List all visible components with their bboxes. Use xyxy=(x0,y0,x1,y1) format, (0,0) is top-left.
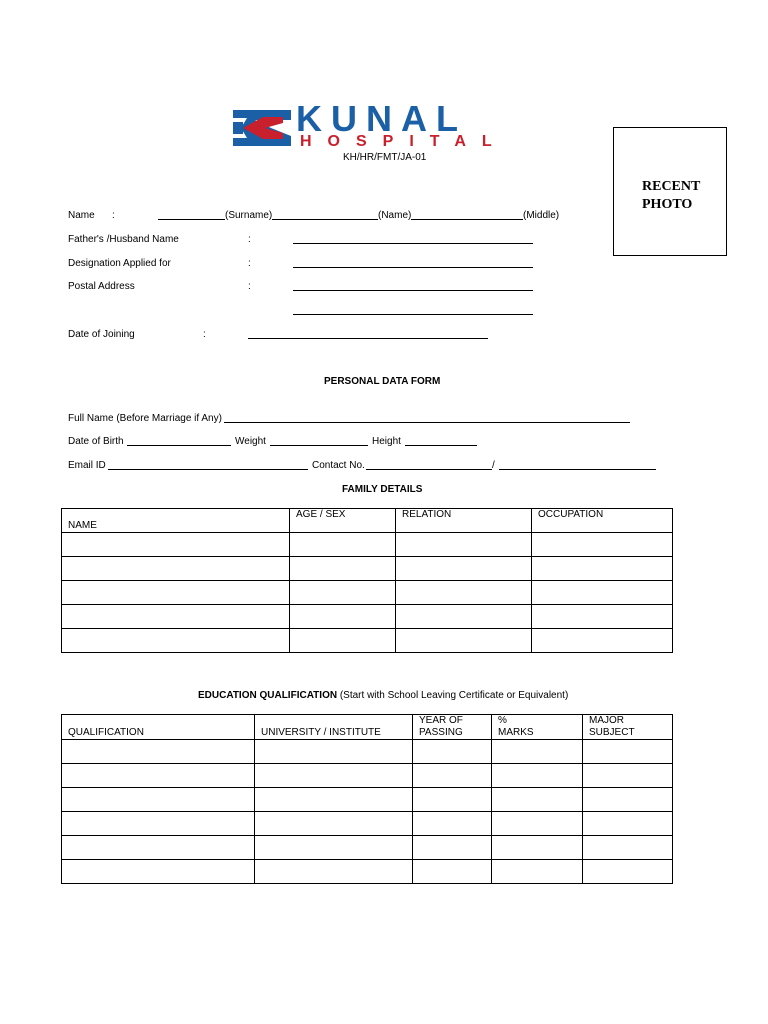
middle-hint: (Middle) xyxy=(523,210,560,221)
postal-address-field-1[interactable] xyxy=(293,290,533,291)
table-cell[interactable] xyxy=(62,629,290,653)
table-cell[interactable] xyxy=(413,764,492,788)
table-cell[interactable] xyxy=(413,740,492,764)
name-label: Name xyxy=(68,210,95,221)
table-cell[interactable] xyxy=(492,860,583,884)
designation-colon: : xyxy=(248,258,251,269)
height-field[interactable] xyxy=(405,445,477,446)
table-cell[interactable] xyxy=(62,557,290,581)
table-cell[interactable] xyxy=(492,740,583,764)
postal-address-label: Postal Address xyxy=(68,281,135,292)
table-cell[interactable] xyxy=(532,629,673,653)
table-cell[interactable] xyxy=(532,581,673,605)
education-subtitle: (Start with School Leaving Certificate or Equivalent) xyxy=(339,690,569,701)
table-cell[interactable] xyxy=(290,533,396,557)
table-cell[interactable] xyxy=(583,860,673,884)
table-cell[interactable] xyxy=(583,740,673,764)
table-cell[interactable] xyxy=(255,764,413,788)
father-name-field[interactable] xyxy=(293,243,533,244)
father-name-label: Father's /Husband Name xyxy=(68,234,179,245)
name-colon: : xyxy=(112,210,115,221)
table-cell[interactable] xyxy=(532,557,673,581)
height-label: Height xyxy=(372,436,401,447)
postal-address-colon: : xyxy=(248,281,251,292)
weight-label: Weight xyxy=(235,436,266,447)
table-row xyxy=(62,836,673,860)
table-row xyxy=(62,581,673,605)
postal-address-field-2[interactable] xyxy=(293,314,533,315)
table-cell[interactable] xyxy=(290,629,396,653)
table-cell[interactable] xyxy=(62,764,255,788)
family-col-relation: RELATION xyxy=(396,509,532,533)
contact-label: Contact No. xyxy=(312,460,365,471)
table-row xyxy=(62,605,673,629)
photo-label: RECENT PHOTO xyxy=(642,179,701,212)
table-row xyxy=(62,860,673,884)
table-cell[interactable] xyxy=(413,788,492,812)
table-cell[interactable] xyxy=(583,836,673,860)
date-of-birth-label: Date of Birth xyxy=(68,436,124,447)
date-of-birth-field[interactable] xyxy=(127,445,231,446)
table-cell[interactable] xyxy=(583,812,673,836)
table-cell[interactable] xyxy=(255,812,413,836)
table-row xyxy=(62,629,673,653)
table-row xyxy=(62,788,673,812)
table-row xyxy=(62,557,673,581)
table-cell[interactable] xyxy=(413,812,492,836)
first-name-field[interactable] xyxy=(272,219,378,220)
table-cell[interactable] xyxy=(492,812,583,836)
table-row xyxy=(62,740,673,764)
table-cell[interactable] xyxy=(532,605,673,629)
education-heading xyxy=(198,690,568,702)
edu-col-marks: % MARKS xyxy=(492,715,583,740)
middle-name-field[interactable] xyxy=(411,219,523,220)
table-cell[interactable] xyxy=(396,581,532,605)
family-col-name: NAME xyxy=(62,509,290,533)
surname-field[interactable] xyxy=(158,219,225,220)
family-details-title: FAMILY DETAILS xyxy=(342,484,423,495)
table-cell[interactable] xyxy=(290,605,396,629)
designation-label: Designation Applied for xyxy=(68,258,171,269)
table-cell[interactable] xyxy=(492,836,583,860)
table-cell[interactable] xyxy=(62,788,255,812)
table-cell[interactable] xyxy=(255,860,413,884)
date-of-joining-colon: : xyxy=(203,329,206,340)
family-col-occupation: OCCUPATION xyxy=(532,509,673,533)
father-name-colon: : xyxy=(248,234,251,245)
table-cell[interactable] xyxy=(290,581,396,605)
weight-field[interactable] xyxy=(270,445,368,446)
edu-col-year: YEAR OF PASSING xyxy=(413,715,492,740)
table-cell[interactable] xyxy=(583,764,673,788)
contact-field-1[interactable] xyxy=(366,469,492,470)
table-cell[interactable] xyxy=(62,812,255,836)
family-col-age-sex: AGE / SEX xyxy=(290,509,396,533)
table-row xyxy=(62,764,673,788)
table-row xyxy=(62,812,673,836)
document-code: KH/HR/FMT/JA-01 xyxy=(343,152,427,163)
table-cell[interactable] xyxy=(255,740,413,764)
contact-separator: / xyxy=(492,460,495,471)
family-details-table xyxy=(61,508,673,653)
table-cell[interactable] xyxy=(290,557,396,581)
name-hint: (Name) xyxy=(378,210,412,221)
education-table xyxy=(61,714,673,884)
table-cell[interactable] xyxy=(255,836,413,860)
edu-col-qualification: QUALIFICATION xyxy=(62,715,255,740)
date-of-joining-label: Date of Joining xyxy=(68,329,135,340)
table-cell[interactable] xyxy=(413,860,492,884)
education-title: EDUCATION QUALIFICATION xyxy=(198,690,338,701)
date-of-joining-field[interactable] xyxy=(248,338,488,339)
table-cell[interactable] xyxy=(492,764,583,788)
table-cell[interactable] xyxy=(583,788,673,812)
table-cell[interactable] xyxy=(396,629,532,653)
email-field[interactable] xyxy=(108,469,308,470)
table-cell[interactable] xyxy=(255,788,413,812)
table-cell[interactable] xyxy=(62,533,290,557)
hospital-logo-mark xyxy=(233,108,291,148)
table-cell[interactable] xyxy=(396,533,532,557)
table-cell[interactable] xyxy=(413,836,492,860)
full-name-label: Full Name (Before Marriage if Any) xyxy=(68,413,222,424)
table-cell[interactable] xyxy=(396,605,532,629)
edu-col-university: UNIVERSITY / INSTITUTE xyxy=(255,715,413,740)
table-row xyxy=(62,533,673,557)
edu-col-subject: MAJOR SUBJECT xyxy=(583,715,673,740)
table-cell[interactable] xyxy=(62,860,255,884)
table-cell[interactable] xyxy=(62,836,255,860)
table-cell[interactable] xyxy=(62,740,255,764)
table-cell[interactable] xyxy=(62,605,290,629)
surname-hint: (Surname) xyxy=(225,210,273,221)
table-cell[interactable] xyxy=(62,581,290,605)
full-name-field[interactable] xyxy=(224,422,630,423)
logo-text-hospital: HOSPITAL xyxy=(300,133,508,150)
personal-data-form-title: PERSONAL DATA FORM xyxy=(324,376,441,387)
logo-text-kunal: KUNAL xyxy=(296,98,467,139)
contact-field-2[interactable] xyxy=(499,469,656,470)
table-cell[interactable] xyxy=(396,557,532,581)
photo-box[interactable] xyxy=(613,127,727,256)
email-label: Email ID xyxy=(68,460,106,471)
table-cell[interactable] xyxy=(532,533,673,557)
designation-field[interactable] xyxy=(293,267,533,268)
table-cell[interactable] xyxy=(492,788,583,812)
